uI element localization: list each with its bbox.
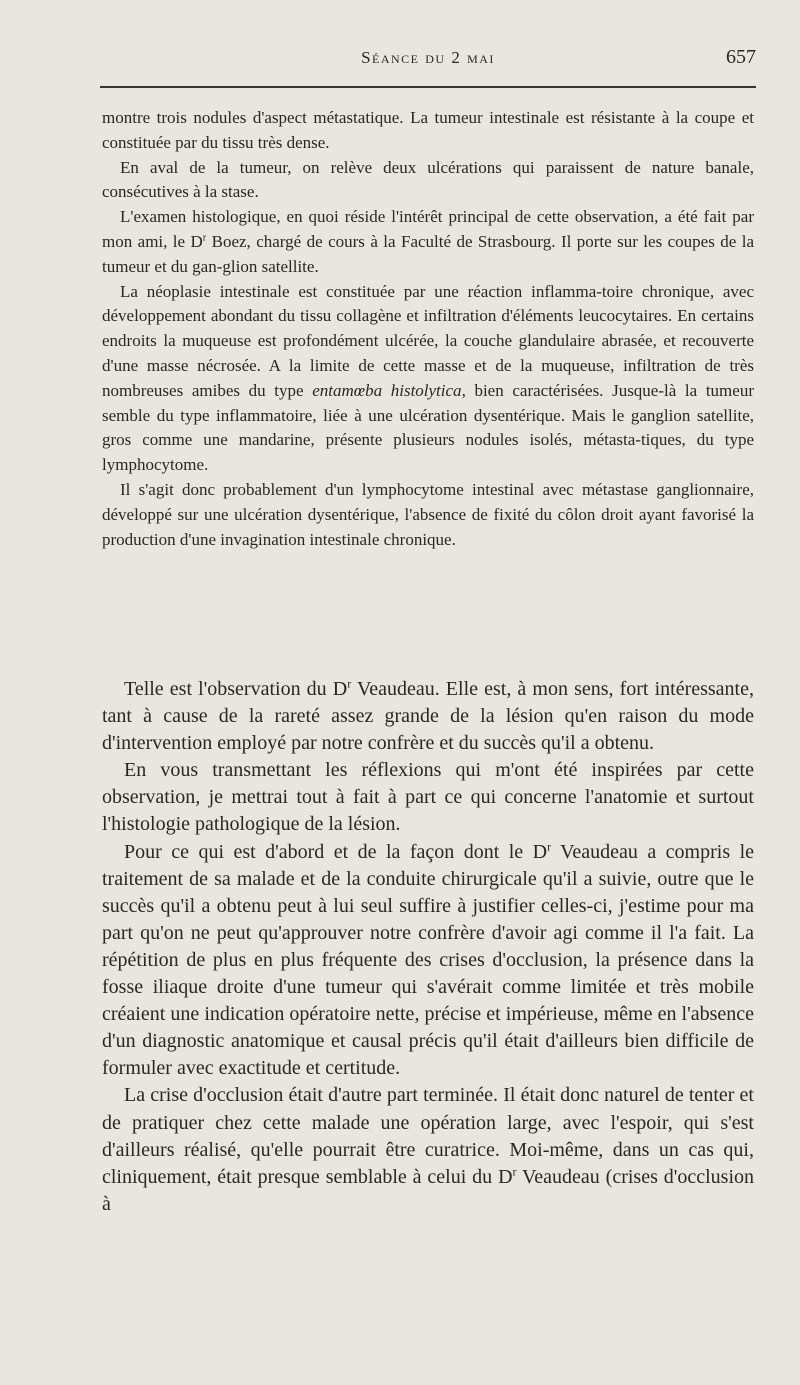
paragraph: La néoplasie intestinale est constituée par une réaction inflamma-toire chronique, avec développement abondant du tissu collagène et infiltration d'éléments leucocytaires. En certains endroits la muqueuse est profondément ulcérée, la couche glandulaire abrasée, et recouverte d'une masse nécrosée. A la limite de cette masse et de la muqueuse, infiltration de très nombreuses amibes du type entamœba histolytica, bien caractérisées. Jusque-là la tumeur semble du type inflammatoire, liée à une ulcération dysentérique. Mais le ganglion satellite, gros comme une mandarine, présente plusieurs nodules isolés, métasta-tiques, du type lymphocytome. xyxy=(102,281,754,475)
page-header xyxy=(100,44,756,74)
running-title: Séance du 2 mai xyxy=(361,48,495,67)
paragraph: Il s'agit donc probablement d'un lymphocytome intestinal avec métastase ganglionnaire, développé sur une ulcération dysentérique, l'absence de fixité du côlon droit ayant favorisé la production d'une invagination intestinale chronique. xyxy=(102,479,754,549)
paragraph: montre trois nodules d'aspect métastatique. La tumeur intestinale est résistante à la coupe et constituée par du tissu très dense. xyxy=(102,108,754,152)
paragraph: Pour ce qui est d'abord et de la façon dont le $D^r$ Veaudeau a compris le traitement de sa malade et de la conduite chirurgicale qu'il a suivie, outre que le succès qu'il a obtenu peut à lui seul suffire à justifier celles-ci, j'estime pour ma part qu'on ne peut qu'approuver notre confrère d'avoir agi comme il l'a fait. La répétition de plus en plus fréquente des crises d'occlusion, la présence dans la fosse iliaque droite d'une tumeur qui s'avérait comme limitée et très mobile créaient une indication opératoire nette, précise et impérieuse, même en l'absence d'un diagnostic anatomique et causal précis qu'il était d'ailleurs bien difficile de formuler avec exactitude et certitude. xyxy=(102,838,755,1080)
header-rule xyxy=(100,86,756,88)
paragraph: En aval de la tumeur, on relève deux ulcérations qui paraissent de nature banale, consécutives à la stase. xyxy=(102,157,754,202)
paragraph: Telle est l'observation du $D^r$ Veaudeau. Elle est, à mon sens, fort intéressante, tant à cause de la rareté assez grande de la lésion qu'en raison du mode d'intervention employé par notre confrère et du succès qu'il a obtenu. xyxy=(102,676,754,755)
paragraph: La crise d'occlusion était d'autre part terminée. Il était donc naturel de tenter et de pratiquer chez cette malade une opération large, avec l'espoir, qui s'est d'ailleurs réalisé, qu'elle pourrait être curatrice. Moi-même, dans un cas qui, cliniquement, était presque semblable à celui du $D^r$ Veaudeau (crises d'occlusion à xyxy=(102,1084,754,1215)
case-report-text xyxy=(102,106,754,552)
species-name: entamœba histolytica xyxy=(312,380,462,400)
paragraph: L'examen histologique, en quoi réside l'intérêt principal de cette observation, a été fait par mon ami, le $D^r$ Boez, chargé de cours à la Faculté de Strasbourg. Il porte sur les coupes de la tumeur et du gan-glion satellite. xyxy=(102,207,754,276)
commentary-text xyxy=(102,676,754,1218)
paragraph: En vous transmettant les réflexions qui m'ont été inspirées par cette observation, je mettrai tout à fait à part ce qui concerne l'anatomie et surtout l'histologie pathologique de la lésion. xyxy=(102,759,754,836)
page-number: 657 xyxy=(726,46,756,68)
